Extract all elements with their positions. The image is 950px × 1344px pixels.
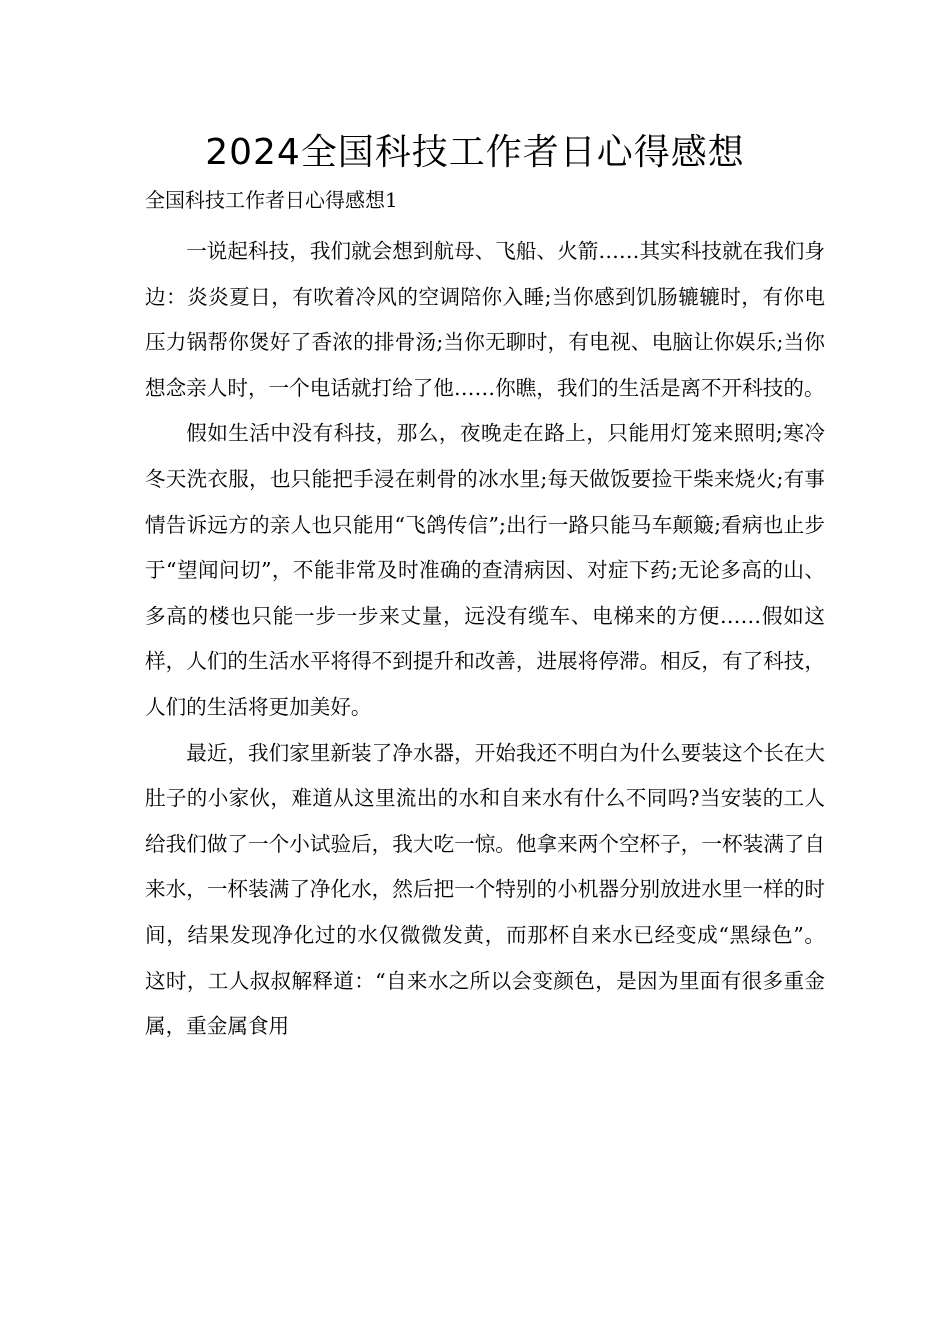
paragraph-1: 一说起科技，我们就会想到航母、飞船、火箭……其实科技就在我们身边：炎炎夏日，有吹着冷风的空调陪你入睡;当你感到饥肠辘辘时，有你电压力锅帮你煲好了香浓的排骨汤;当你无聊时，有电视、电脑让你娱乐;当你想念亲人时，一个电话就打给了他……你瞧，我们的生活是离不开科技的。 [145,239,825,400]
document-subtitle: 全国科技工作者日心得感想1 [145,188,398,212]
paragraph-2: 假如生活中没有科技，那么，夜晚走在路上，只能用灯笼来照明;寒冷冬天洗衣服，也只能把手浸在刺骨的冰水里;每天做饭要捡干柴来烧火;有事情告诉远方的亲人也只能用“飞鸽传信”;出行一路只能马车颠簸;看病也止步于“望闻问切”，不能非常及时准确的查清病因、对症下药;无论多高的山、多高的楼也只能一步一步来丈量，远没有缆车、电梯来的方便……假如这样，人们的生活水平将得不到提升和改善，进展将停滞。相反，有了科技，人们的生活将更加美好。 [145,421,825,719]
paragraph-3: 最近，我们家里新装了净水器，开始我还不明白为什么要装这个长在大肚子的小家伙，难道从这里流出的水和自来水有什么不同吗?当安装的工人给我们做了一个小试验后，我大吃一惊。他拿来两个空杯子，一杯装满了自来水，一杯装满了净化水，然后把一个特别的小机器分别放进水里一样的时间，结果发现净化过的水仅微微发黄，而那杯自来水已经变成“黑绿色”。这时，工人叔叔解释道：“自来水之所以会变颜色，是因为里面有很多重金属，重金属食用 [145,740,825,1039]
document-title: 2024全国科技工作者日心得感想 [205,132,745,173]
document-body [145,229,825,1050]
